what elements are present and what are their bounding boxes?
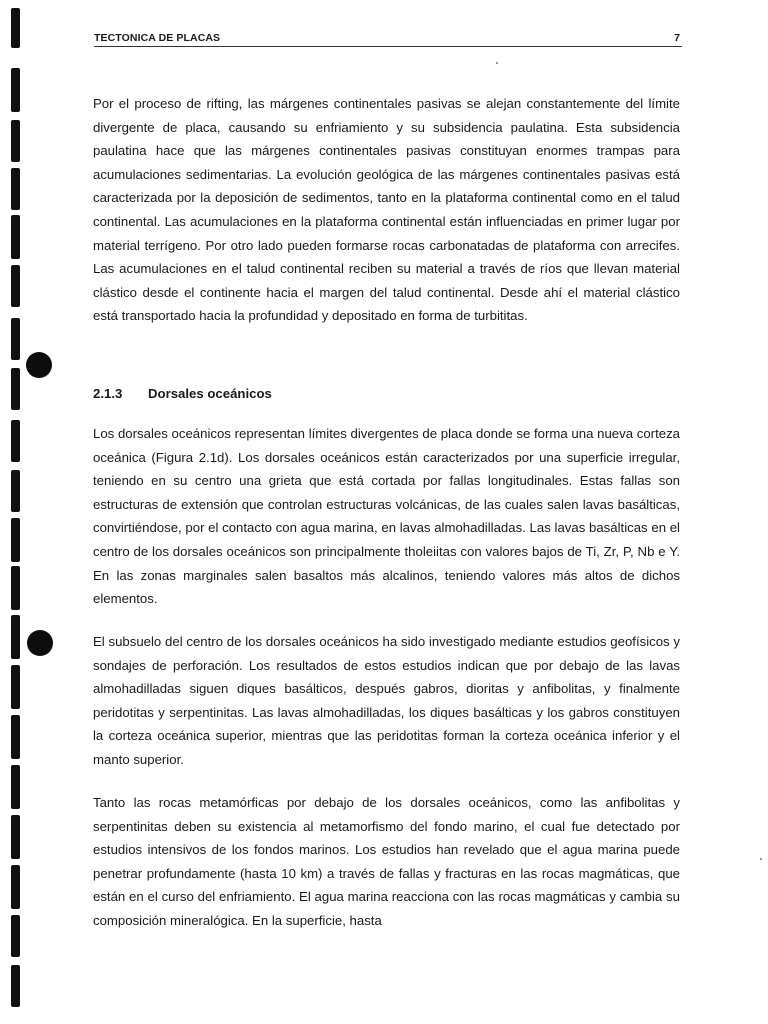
binding-bar bbox=[11, 420, 20, 462]
binding-strip bbox=[0, 0, 60, 1024]
section-number: 2.1.3 bbox=[93, 386, 123, 401]
binding-bar bbox=[11, 68, 20, 112]
binding-bar bbox=[11, 715, 20, 759]
section-heading bbox=[93, 386, 272, 401]
binding-bar bbox=[11, 566, 20, 610]
binding-bar bbox=[11, 368, 20, 410]
header-title: TECTONICA DE PLACAS bbox=[94, 32, 221, 44]
binding-bar bbox=[11, 615, 20, 659]
scan-speck bbox=[760, 858, 762, 860]
binding-bar bbox=[11, 815, 20, 859]
paragraph-rifting: Por el proceso de rifting, las márgenes continentales pasivas se alejan constantemente del límite divergente de placa, causando su enfriamiento y su subsidencia paulatina. Esta subsidencia paulatina hace que las márgenes continentales pasivas constituyan enormes trampas para acumulaciones sedimentarias. La evolución geológica de las márgenes continentales pasivas está caracterizada por la deposición de sedimentos, tanto en la plataforma continental como en el talud continental. Las acumulaciones en la plataforma continental están influenciadas en primer lugar por material terrígeno. Por otro lado pueden formarse rocas carbonatadas de plataforma con arrecifes. Las acumulaciones en el talud continental reciben su material a través de ríos que llevan material clástico desde el continente hacia el margen del talud continental. Desde ahí el material clástico está transportado hacia la profundidad y depositado en forma de turbititas. bbox=[93, 96, 680, 324]
running-header bbox=[94, 30, 682, 47]
binding-bar bbox=[11, 318, 20, 360]
binding-bar bbox=[11, 8, 20, 48]
binding-bar bbox=[11, 215, 20, 259]
binding-bar bbox=[11, 665, 20, 709]
binding-bar bbox=[11, 265, 20, 307]
binding-bar bbox=[11, 865, 20, 909]
paragraph-metamorfismo: Tanto las rocas metamórficas por debajo de los dorsales oceánicos, como las anfibolitas y serpentinitas deben su existencia al metamorfismo del fondo marino, el cual fue detectado por estudios intensivos de los fondos marinos. Los estudios han revelado que el agua marina puede penetrar profundamente (hasta 10 km) a través de fallas y fracturas en las rocas magmáticas, que están en el curso del enfriamiento. El agua marina reacciona con las rocas magmáticas y cambia su composición mineralógica. En la superficie, hasta bbox=[93, 795, 680, 928]
paragraph-subsuelo: El subsuelo del centro de los dorsales oceánicos ha sido investigado mediante estudios geofísicos y sondajes de perforación. Los resultados de estos estudios indican que por debajo de las lavas almohadilladas siguen diques basálticos, después gabros, dioritas y anfibolitas, y finalmente peridotitas y serpentinitas. Las lavas almohadilladas, los diques basálticas y los gabros constituyen la corteza oceánica superior, mientras que las peridotitas forman la corteza oceánica inferior y el manto superior. bbox=[93, 634, 680, 767]
page-number: 7 bbox=[674, 32, 680, 44]
punch-hole bbox=[27, 630, 53, 656]
paragraph-dorsales: Los dorsales oceánicos representan límites divergentes de placa donde se forma una nueva corteza oceánica (Figura 2.1d). Los dorsales oceánicos están caracterizados por una superficie irregular, teniendo en su centro una grieta que está cortada por fallas longitudinales. Estas fallas son estructuras de extensión que controlan estructuras volcánicas, de las cuales salen lavas basálticas, convirtiéndose, por el contacto con agua marina, en lavas almohadilladas. Las lavas basálticas en el centro de los dorsales oceánicos son principalmente tholeiitas con valores bajos de Ti, Zr, P, Nb e Y. En las zonas marginales salen basaltos más alcalinos, teniendo valores más altos de dichos elementos. bbox=[93, 426, 680, 607]
binding-bar bbox=[11, 915, 20, 957]
binding-bar bbox=[11, 168, 20, 210]
binding-bar bbox=[11, 470, 20, 512]
section-title: Dorsales oceánicos bbox=[148, 386, 272, 401]
scan-speck bbox=[496, 62, 498, 64]
punch-hole bbox=[26, 352, 52, 378]
binding-bar bbox=[11, 120, 20, 162]
binding-bar bbox=[11, 518, 20, 562]
binding-bar bbox=[11, 765, 20, 809]
binding-bar bbox=[11, 965, 20, 1007]
